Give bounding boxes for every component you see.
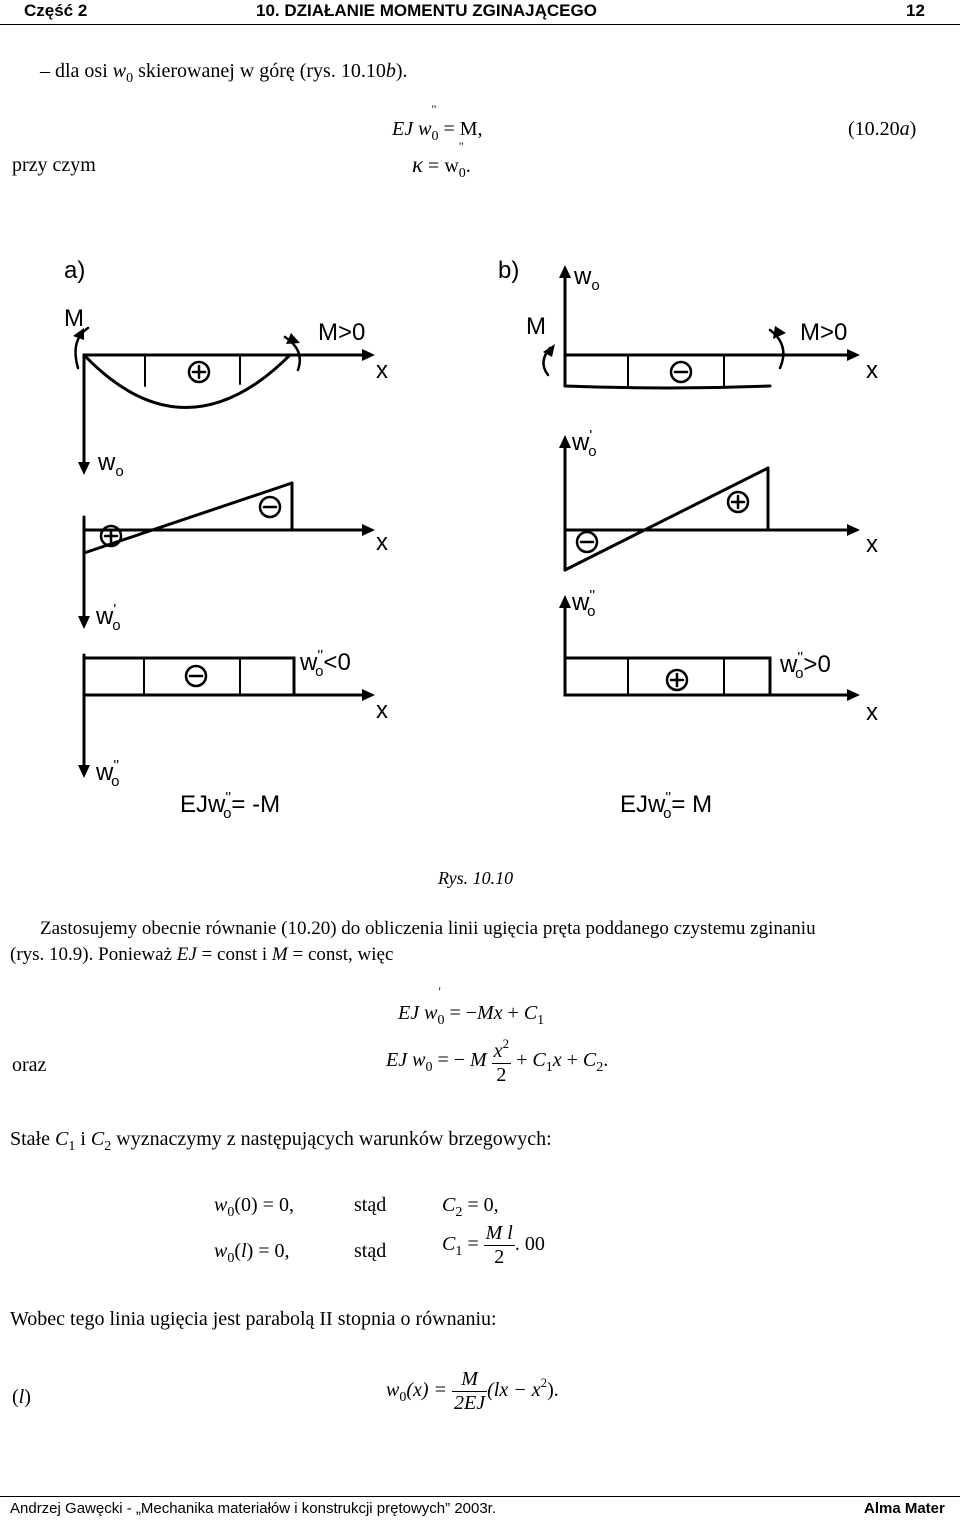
panel-a-w2lt0-w: w <box>300 649 318 676</box>
equation-1 <box>398 984 545 1029</box>
eq20a-prime: " <box>431 102 437 116</box>
kappa-symbol: κ <box>412 152 424 177</box>
bc2-arg-close: ) = 0, <box>246 1240 290 1262</box>
bc1-rhs: = 0, <box>462 1194 499 1216</box>
para2-a: Stałe <box>10 1128 55 1150</box>
header-part: Część 2 <box>24 1 88 20</box>
panel-a-w2-sup: '' <box>113 757 120 774</box>
para2-C2: C <box>90 1128 105 1150</box>
panel-b-eq-lhs: EJw <box>620 791 666 818</box>
panel-b-w1-sub: o <box>588 443 597 460</box>
bc2-arg-open: ( <box>234 1240 242 1262</box>
bc2-tail: . 00 <box>514 1233 545 1256</box>
eq1-prime: ' <box>438 984 441 999</box>
panel-a-w2 <box>95 757 119 790</box>
kappa-dot: . <box>465 155 471 177</box>
panel-b-w2-gt0 <box>779 649 831 682</box>
intro-dash: – <box>40 60 50 82</box>
panel-b-w2-w: w <box>572 589 590 616</box>
eq1-rhs-a: = − <box>449 1002 477 1024</box>
panel-a-x2: x <box>376 529 388 556</box>
panel-a-w2lt0-rel: <0 <box>323 649 351 676</box>
panel-b-curve-overlay <box>0 240 960 440</box>
eq20a-label-a: a <box>899 118 910 140</box>
eq1-rhs-b: + <box>502 1002 524 1024</box>
panel-a-M: M <box>64 305 84 332</box>
intro-text-1: dla osi <box>55 60 113 82</box>
eq1-sub: 0 <box>437 1013 445 1028</box>
para2-C1-sub: 1 <box>68 1139 76 1154</box>
final-w: w <box>386 1379 400 1402</box>
paragraph-2 <box>10 1128 552 1155</box>
panel-a-w1-sup: ' <box>113 601 117 618</box>
intro-line <box>40 60 408 87</box>
final-sub: 0 <box>399 1390 407 1406</box>
final-arg: (x) = <box>406 1379 453 1402</box>
panel-b-x3: x <box>866 699 878 726</box>
bc2-C: C <box>442 1233 456 1256</box>
bc2-w: w <box>214 1240 228 1262</box>
final-paren: (lx − x <box>487 1379 541 1402</box>
equation-10-20a <box>392 102 483 145</box>
panel-a-label: a) <box>64 257 86 284</box>
final-close: ). <box>547 1379 559 1402</box>
eq2-rhs-a: = − <box>437 1049 465 1072</box>
panel-b-w2gt0-sup: '' <box>797 649 804 666</box>
para2-c: wyznaczymy z następujących warunków brzegowych: <box>111 1128 552 1150</box>
panel-a-arrow-w0 <box>78 462 90 475</box>
header-page-number: 12 <box>906 1 925 20</box>
panel-b-equation <box>620 789 712 822</box>
panel-a-w2-lt0 <box>299 647 351 680</box>
panel-b-slope-line <box>565 468 768 570</box>
bc1-w: w <box>214 1194 228 1216</box>
panel-b-x2: x <box>866 531 878 558</box>
boundary-condition-1 <box>214 1194 294 1221</box>
footer-citation: Andrzej Gawęcki - „Mechanika materiałów i konstrukcji prętowych” 2003r. <box>10 1500 497 1517</box>
boundary-condition-2 <box>214 1240 290 1267</box>
panel-b-w2-sup: '' <box>589 587 596 604</box>
panel-a-w2-sub: o <box>111 773 120 790</box>
final-label-open: ( <box>12 1386 19 1408</box>
paragraph-3: Wobec tego linia ugięcia jest parabolą II stopnia o równaniu: <box>10 1308 497 1330</box>
para1-text-a: (rys. 10.9). Ponieważ <box>10 944 177 965</box>
bc2-l: l <box>241 1240 247 1262</box>
bc2-result <box>442 1222 545 1269</box>
bc2-C-sub: 1 <box>455 1244 463 1260</box>
panel-b-label: b) <box>498 257 520 284</box>
para2-b: i <box>75 1128 91 1150</box>
bc2-stad: stąd <box>354 1240 387 1262</box>
panel-a-w0 <box>97 449 124 480</box>
panel-b-eq-sup: '' <box>665 789 672 806</box>
panel-a-w1 <box>95 601 121 634</box>
panel-b-w1-sup: ' <box>589 427 593 444</box>
eq2-dot: . <box>603 1049 609 1072</box>
eq2-plus-1: + <box>511 1049 533 1072</box>
paragraph-1-line-1: Zastosujemy obecnie równanie (10.20) do obliczenia linii ugięcia pręta poddanego czystemu zginaniu <box>40 918 816 939</box>
panel-a-eq-rhs: = -M <box>231 791 281 818</box>
panel-a-arrow-x2 <box>362 524 375 536</box>
intro-w-sub: 0 <box>126 71 134 86</box>
eq2-M: M <box>470 1049 487 1072</box>
bc1-stad: stąd <box>354 1194 387 1216</box>
bc1-sub: 0 <box>227 1205 235 1220</box>
panel-b-w2 <box>571 587 595 620</box>
intro-text-2: skierowanej w górę (rys. 10.10 <box>133 60 386 82</box>
eq2-fraction <box>492 1036 511 1087</box>
panel-a-eq-sup: '' <box>225 789 232 806</box>
eq2-sub: 0 <box>425 1060 433 1076</box>
panel-b-x1: x <box>866 357 878 384</box>
panel-b-w2gt0-w: w <box>780 651 798 678</box>
bc2-sub: 0 <box>227 1251 235 1266</box>
bc2-eq: = <box>462 1233 484 1256</box>
panel-b-eq-rhs: = M <box>671 791 713 818</box>
intro-w: w <box>112 60 127 82</box>
panel-b-arrow-w2 <box>559 595 571 608</box>
panel-a-w2-w: w <box>96 759 114 786</box>
panel-a-w0-w: w <box>98 449 116 476</box>
przy-czym-label: przy czym <box>12 154 96 176</box>
eq1-C-sub: 1 <box>537 1013 545 1028</box>
figure-caption: Rys. 10.10 <box>438 868 514 888</box>
bc1-arg: (0) = 0, <box>234 1194 294 1216</box>
panel-b-w2gt0-sub: o <box>795 665 804 682</box>
panel-b-w0-sub: o <box>591 277 600 294</box>
panel-a-eq-lhs: EJw <box>180 791 226 818</box>
panel-b-arrow-x2 <box>847 524 860 536</box>
bc2-num: M l <box>485 1222 513 1244</box>
oraz-label: oraz <box>12 1054 47 1076</box>
panel-a-w1-w: w <box>96 603 114 630</box>
para2-C1: C <box>55 1128 69 1150</box>
eq2-EJ: EJ <box>386 1049 408 1072</box>
final-label-close: ) <box>24 1386 31 1408</box>
eq1-w: w <box>424 1002 438 1024</box>
eq2-C2: C <box>582 1049 597 1072</box>
page-footer <box>0 1496 960 1520</box>
final-den: 2EJ <box>454 1392 486 1414</box>
paragraph-1-line-2 <box>10 944 393 966</box>
panel-a-equation <box>180 789 280 822</box>
eq2-C1: C <box>532 1049 546 1072</box>
panel-a-arrow-w1 <box>78 616 90 629</box>
para1-M: M <box>271 944 288 965</box>
kappa-sub: 0 <box>458 166 466 181</box>
eq2-num-sup: 2 <box>502 1036 510 1051</box>
eq1-Mx: Mx <box>477 1002 503 1024</box>
panel-a-arrow-x3 <box>362 689 375 701</box>
eq2-x: x <box>552 1049 562 1072</box>
panel-b-M: M <box>526 313 546 340</box>
final-sup: 2 <box>540 1375 548 1391</box>
panel-a-w2lt0-sub: o <box>315 663 324 680</box>
bc1-result <box>442 1194 499 1221</box>
intro-text-3: ). <box>395 60 408 82</box>
panel-a-w1-sub: o <box>112 617 121 634</box>
eq1-EJ: EJ <box>398 1002 420 1024</box>
footer-publisher: Alma Mater <box>864 1500 945 1517</box>
bc2-fraction <box>484 1222 515 1269</box>
equation-10-20a-label <box>848 118 916 141</box>
panel-a-w0-sub: o <box>115 463 124 480</box>
final-equation-label <box>12 1386 31 1409</box>
eq20a-label-close: ) <box>909 118 917 140</box>
panel-a-eq-sub: o <box>223 805 232 822</box>
panel-a-x3: x <box>376 697 388 724</box>
eq2-den: 2 <box>492 1063 511 1087</box>
eq20a-EJ: EJ <box>392 118 414 140</box>
para1-text-c: = const, więc <box>287 944 394 965</box>
panel-a-Mgt0: M>0 <box>318 319 366 346</box>
page-header <box>0 0 960 25</box>
para1-text-b: = const i <box>196 944 272 965</box>
panel-b-eq-sub: o <box>663 805 672 822</box>
final-fraction <box>452 1368 487 1415</box>
eq2-C1-sub: 1 <box>545 1060 553 1076</box>
final-num: M <box>461 1368 478 1390</box>
panel-b-Mgt0: M>0 <box>800 319 848 346</box>
intro-b: b <box>385 60 396 82</box>
panel-b-arrow-x3 <box>847 689 860 701</box>
equation-2 <box>386 1036 608 1087</box>
para2-C2-sub: 2 <box>104 1139 112 1154</box>
para1-EJ: EJ <box>176 944 197 965</box>
eq2-num: x <box>493 1040 503 1062</box>
panel-b-w1-w: w <box>572 429 590 456</box>
eq20a-label-open: (10.20 <box>848 118 900 140</box>
kappa-prime: " <box>458 139 464 153</box>
kappa-rhs: = w <box>428 155 459 177</box>
panel-a-arrow-w2 <box>78 765 90 778</box>
final-label-l: l <box>18 1386 25 1408</box>
panel-b-w0-w: w <box>574 263 592 290</box>
bc1-C: C <box>442 1194 456 1216</box>
bc1-C-sub: 2 <box>455 1205 463 1220</box>
panel-a-slope-line <box>84 483 292 553</box>
panel-a-x1: x <box>376 357 388 384</box>
final-equation <box>386 1368 559 1415</box>
header-chapter: 10. DZIAŁANIE MOMENTU ZGINAJĄCEGO <box>256 1 597 20</box>
panel-b-w2gt0-rel: >0 <box>803 651 831 678</box>
eq20a-w: w <box>418 118 432 140</box>
panel-b-w2-sub: o <box>587 603 596 620</box>
eq2-C2-sub: 2 <box>596 1060 604 1076</box>
kappa-equation <box>412 139 471 182</box>
panel-a-w2lt0-sup: '' <box>317 647 324 664</box>
eq20a-rhs: = M, <box>443 118 483 140</box>
bc2-den: 2 <box>484 1245 515 1269</box>
eq2-w: w <box>412 1049 426 1072</box>
eq2-plus-2: + <box>561 1049 583 1072</box>
eq1-C: C <box>523 1002 538 1024</box>
eq20a-sub: 0 <box>431 129 439 144</box>
